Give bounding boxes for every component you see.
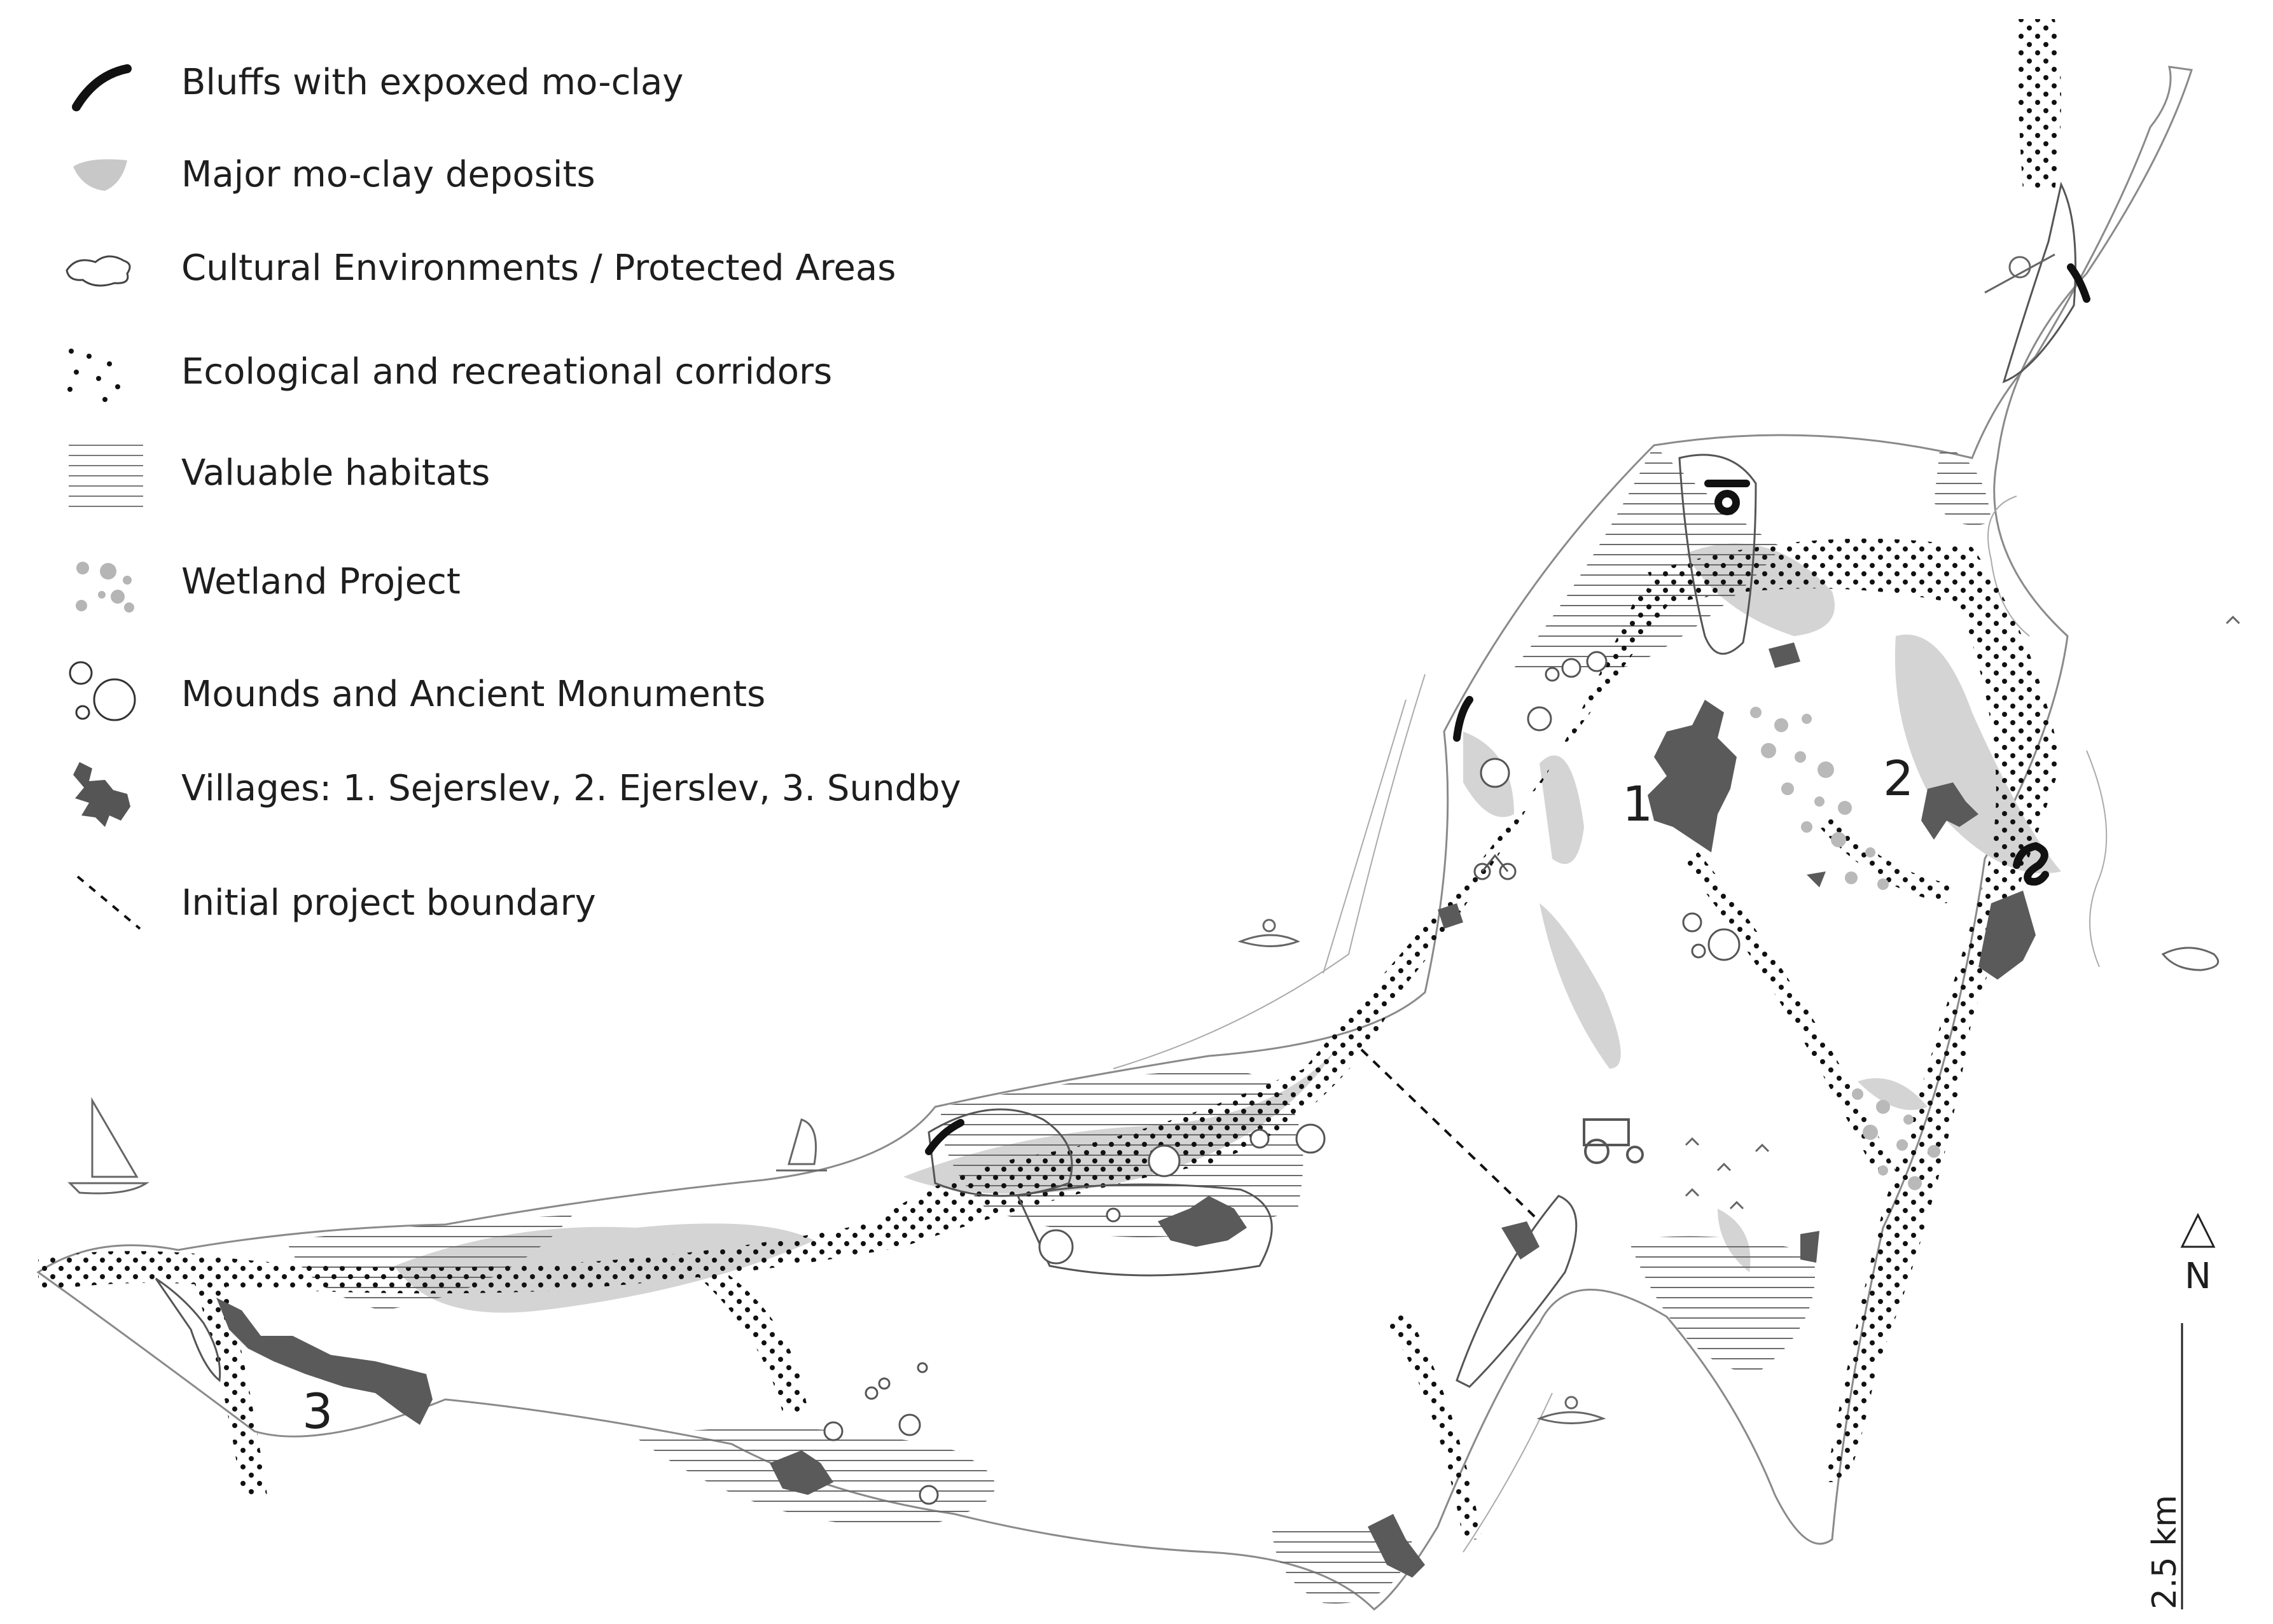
north-arrow-icon bbox=[2182, 1215, 2214, 1247]
legend bbox=[67, 62, 961, 929]
legend-cultural-symbol bbox=[67, 256, 130, 286]
sailboat-icon bbox=[70, 1100, 146, 1193]
seal-icon bbox=[2163, 948, 2218, 970]
skull-icon bbox=[1985, 254, 2055, 293]
legend-label-cultural: Cultural Environments / Protected Areas bbox=[181, 247, 896, 289]
scale-bar bbox=[2146, 1323, 2184, 1609]
legend-label-habitats: Valuable habitats bbox=[181, 452, 490, 494]
legend-corridor-symbol bbox=[67, 349, 120, 402]
legend-label-wetland: Wetland Project bbox=[181, 561, 461, 602]
legend-label-clay: Major mo-clay deposits bbox=[181, 154, 595, 195]
legend-clay-symbol bbox=[73, 159, 127, 191]
windsurfer-icon bbox=[776, 1120, 827, 1170]
offshore-line bbox=[2087, 751, 2106, 967]
legend-village-symbol bbox=[73, 762, 130, 827]
legend-boundary-symbol bbox=[78, 877, 140, 929]
legend-wetland-symbol bbox=[76, 562, 134, 613]
kayak-icon bbox=[1241, 920, 1298, 947]
village-number-2: 2 bbox=[1883, 750, 1914, 807]
legend-bluff-symbol bbox=[76, 69, 127, 107]
north-arrow bbox=[2182, 1215, 2214, 1297]
legend-label-boundary: Initial project boundary bbox=[181, 882, 596, 924]
village-number-1: 1 bbox=[1622, 775, 1653, 832]
north-label: N bbox=[2185, 1256, 2211, 1297]
legend-label-bluffs: Bluffs with expoxed mo-clay bbox=[181, 62, 684, 103]
legend-label-corridors: Ecological and recreational corridors bbox=[181, 351, 833, 392]
village-small bbox=[1800, 1231, 1819, 1263]
scale-label: 2.5 km bbox=[2146, 1495, 2184, 1609]
village-number-3: 3 bbox=[302, 1383, 333, 1440]
legend-mound-symbol bbox=[70, 662, 135, 720]
legend-label-mounds: Mounds and Ancient Monuments bbox=[181, 674, 766, 715]
offshore-line bbox=[1323, 700, 1406, 973]
legend-label-villages: Villages: 1. Sejerslev, 2. Ejerslev, 3. Sundby bbox=[181, 768, 961, 809]
legend-habitat-symbol bbox=[69, 445, 143, 506]
